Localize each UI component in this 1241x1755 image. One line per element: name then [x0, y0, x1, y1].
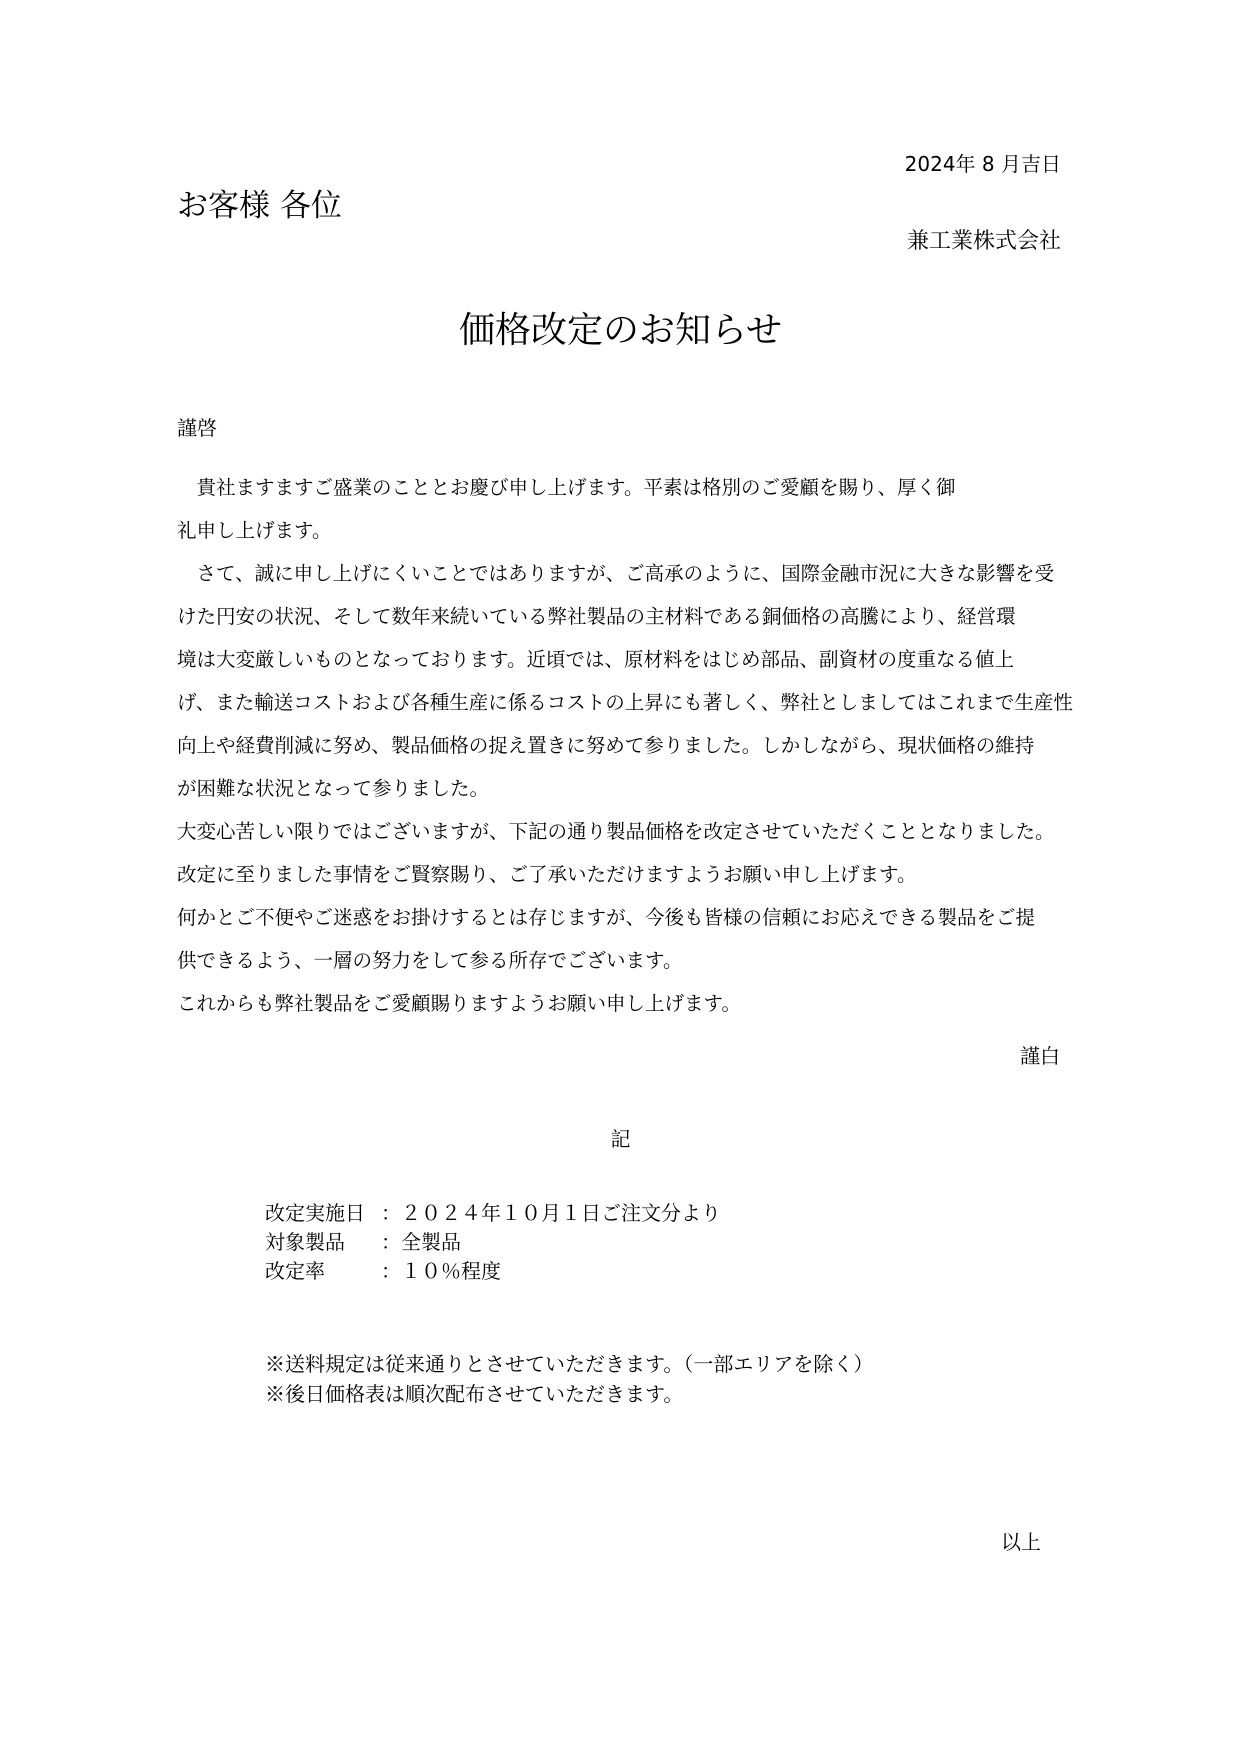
- ending-mark: 以上: [1001, 1530, 1041, 1554]
- body-line: 貴社ますますご盛業のこととお慶び申し上げます。平素は格別のご愛顧を賜り、厚く御: [177, 476, 956, 499]
- details-list: [265, 1199, 721, 1286]
- detail-label: 改定実施日: [265, 1201, 365, 1225]
- body-line: 供できるよう、一層の努力をして参る所存でございます。: [177, 949, 683, 972]
- detail-row: [265, 1228, 721, 1257]
- body-line: 向上や経費削減に努め、製品価格の捉え置きに努めて参りました。しかしながら、現状価格の維持: [177, 734, 1035, 757]
- body-line: さて、誠に申し上げにくいことではありますが、ご高承のように、国際金融市況に大きな影響を受: [177, 562, 1055, 585]
- note-item: ※送料規定は従来通りとさせていただきます。（一部エリアを除く）: [265, 1352, 874, 1376]
- body-text: [177, 466, 1073, 1025]
- detail-value: ：１０％程度: [381, 1259, 501, 1283]
- body-line: げ、また輸送コストおよび各種生産に係るコストの上昇にも著しく、弊社としましてはこれまで生産性: [177, 691, 1073, 714]
- notes: [265, 1349, 873, 1409]
- recipient: お客様 各位: [177, 188, 342, 224]
- body-line: 何かとご不便やご迷惑をお掛けするとは存じますが、今後も皆様の信頼にお応えできる製品をご提: [177, 906, 1036, 929]
- detail-label: 改定率: [265, 1259, 325, 1283]
- detail-row: [265, 1199, 721, 1228]
- opening-salutation: 謹啓: [177, 416, 217, 440]
- company-name: 兼工業株式会社: [906, 229, 1061, 254]
- detail-value: ：全製品: [381, 1230, 461, 1254]
- detail-value: ：２０２４年１０月１日ご注文分より: [381, 1201, 721, 1225]
- body-line: 礼申し上げます。: [177, 519, 332, 542]
- body-line: 大変心苦しい限りではございますが、下記の通り製品価格を改定させていただくこととなりました。: [177, 820, 1055, 843]
- detail-label: 対象製品: [265, 1230, 345, 1254]
- closing-salutation: 謹白: [1020, 1044, 1060, 1068]
- document-date: 2024年 8 月吉日: [904, 152, 1061, 176]
- document-title: 価格改定のお知らせ: [459, 310, 782, 351]
- body-line: が困難な状況となって参りました。: [177, 777, 490, 800]
- body-line: 境は大変厳しいものとなっております。近頃では、原材料をはじめ部品、副資材の度重なる値上: [177, 648, 1014, 671]
- body-line: けた円安の状況、そして数年来続いている弊社製品の主材料である銅価格の高騰により、経営環: [177, 605, 1016, 628]
- body-line: 改定に至りました事情をご賢察賜り、ご了承いただけますようお願い申し上げます。: [177, 863, 917, 886]
- body-line: これからも弊社製品をご愛顧賜りますようお願い申し上げます。: [177, 992, 741, 1015]
- ki-heading: 記: [610, 1127, 631, 1151]
- note-item: ※後日価格表は順次配布させていただきます。: [265, 1382, 684, 1406]
- detail-row: [265, 1257, 721, 1286]
